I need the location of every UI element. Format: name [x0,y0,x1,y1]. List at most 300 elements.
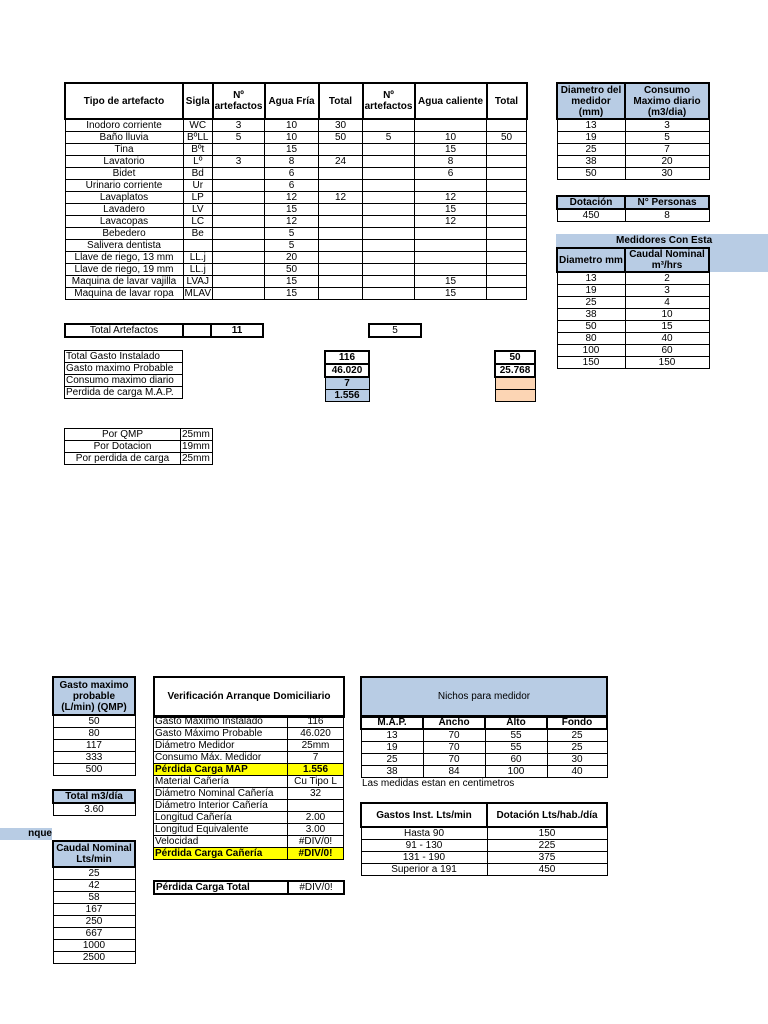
verificacion-title-box [153,676,345,718]
nichos-map-cell: 25 [361,754,423,766]
arranque-row [53,952,135,964]
artefacto-sigla-cell: LL.j [183,264,213,276]
artefacto-row [65,264,527,276]
col-total-fria-header: Total [319,83,363,119]
summary-label: Total Gasto Instalado [65,351,183,363]
artefacto-n-fria-cell [213,216,265,228]
artefacto-row [65,252,527,264]
perdida-total-value: #DIV/0! [288,881,344,894]
artefacto-agua-caliente-cell: 15 [415,144,487,156]
arranque-row [53,904,135,916]
verificacion-row [154,728,344,740]
artefacto-tipo-cell: Maquina de lavar vajilla [65,276,183,288]
verificacion-label: Pérdida Carga MAP [154,764,288,776]
medidores-esta-row [557,285,709,297]
artefacto-n-caliente-cell [363,180,415,192]
verificacion-label: Diámetro Medidor [154,740,288,752]
medidores-esta-diametro: 38 [557,309,625,321]
nichos-ancho-cell: 84 [423,766,485,778]
artefacto-row [65,119,527,132]
qmp-value: 500 [53,764,135,776]
summary-caliente-row [495,351,535,364]
artefacto-row [65,132,527,144]
artefacto-agua-fria-cell: 5 [265,240,319,252]
total-artefactos-caliente-box [368,323,422,338]
arranque-row [53,928,135,940]
qmp-value: 50 [53,715,135,728]
medidores-esta-diametro: 100 [557,345,625,357]
medidores-esta-title-text: Medidores Con Esta [616,235,713,246]
qmp-header: Gasto maximo probable (L/min) (QMP) [53,677,135,715]
gastos-rango: Superior a 191 [361,864,487,876]
artefacto-total-caliente-cell [487,168,527,180]
artefacto-row [65,276,527,288]
artefacto-tipo-cell: Lavacopas [65,216,183,228]
medidores-esta-diametro: 25 [557,297,625,309]
summary-caliente-value: 50 [495,351,535,364]
artefacto-sigla-cell [183,240,213,252]
nichos-row [361,766,607,778]
artefacto-agua-caliente-cell [415,264,487,276]
total-artefactos-fria: 11 [211,324,263,337]
artefacto-n-caliente-cell [363,240,415,252]
diametro-criterio: Por QMP [65,429,181,441]
nichos-title: Nichos para medidor [361,677,607,717]
verificacion-row [154,800,344,812]
medidores-esta-diametro: 50 [557,321,625,333]
artefacto-sigla-cell: WC [183,119,213,132]
artefacto-tipo-cell: Urinario corriente [65,180,183,192]
artefacto-agua-fria-cell: 15 [265,144,319,156]
col-n-fria-header: Nº artefactos [213,83,265,119]
medidores-esta-caudal: 2 [625,272,709,285]
total-artefactos-row [64,323,264,338]
col-total-caliente-header: Total [487,83,527,119]
gastos-rango: 131 - 190 [361,852,487,864]
artefacto-sigla-cell: MLAV [184,288,211,299]
artefacto-n-fria-cell [213,168,265,180]
artefacto-agua-fria-cell: 15 [265,276,319,288]
artefacto-n-caliente-cell [363,144,415,156]
nichos-alto-header: Alto [485,716,547,729]
artefacto-n-fria-cell [213,192,265,204]
verificacion-row [154,848,344,860]
summary-row [65,387,183,399]
verificacion-value: 3.00 [288,824,344,836]
verificacion-value: 7 [288,752,344,764]
medidor-table [556,82,710,180]
artefacto-agua-fria-cell: 5 [265,228,319,240]
artefacto-agua-caliente-cell: 15 [415,276,487,288]
verificacion-label: Longitud Cañería [154,812,288,824]
summary-row [65,375,183,387]
medidores-esta-caudal: 150 [625,357,709,369]
nichos-ancho-header: Ancho [423,716,485,729]
summary-row [65,363,183,375]
total-m3-table [52,789,136,816]
artefacto-agua-caliente-cell [415,180,487,192]
artefacto-total-fria-cell: 30 [319,119,363,132]
artefacto-agua-caliente-cell: 12 [415,216,487,228]
artefacto-agua-caliente-cell: 6 [415,168,487,180]
nichos-row [361,754,607,766]
verificacion-value: 25mm [288,740,344,752]
artefacto-sigla-cell: LC [183,216,213,228]
artefacto-agua-caliente-cell: 12 [415,192,487,204]
dotacion-table [556,195,710,222]
dotacion-value: 450 [557,209,625,222]
verificacion-value: 116 [288,716,344,728]
gastos-table [360,802,608,876]
nichos-fondo-cell: 40 [547,766,607,778]
artefacto-total-caliente-cell [487,156,527,168]
summary-caliente-row [495,377,535,390]
qmp-value: 80 [53,728,135,740]
gastos-dotacion: 450 [487,864,607,876]
summary-caliente-value [495,377,535,390]
artefacto-n-fria-cell [213,180,265,192]
perdida-total-table [153,880,345,895]
verificacion-row [154,812,344,824]
verificacion-row [154,776,344,788]
qmp-row [53,740,135,752]
medidor-diametro: 50 [557,168,625,180]
diametro-valor: 19mm [181,441,213,453]
gastos-dotacion: 225 [487,840,607,852]
artefacto-agua-fria-cell: 12 [265,216,319,228]
arranque-row [53,940,135,952]
verificacion-row [154,788,344,800]
arranque-title-text: nque [28,828,52,839]
medidores-esta-caudal: 10 [625,309,709,321]
summary-fria-value: 7 [325,377,369,390]
artefacto-n-fria-cell [213,204,265,216]
col-sigla-header: Sigla [183,83,213,119]
nichos-title-box [360,676,608,718]
summary-label: Gasto maximo Probable [65,363,183,375]
artefacto-total-caliente-cell [487,180,527,192]
nichos-note: Las medidas estan en centimetros [362,778,515,789]
artefacto-n-fria-cell [213,252,265,264]
medidores-esta-caudal-header: Caudal Nominal m³/hrs [625,248,709,272]
artefacto-total-caliente-cell [487,144,527,156]
verificacion-row [154,824,344,836]
nichos-fondo-header: Fondo [547,716,607,729]
verificacion-row [154,740,344,752]
artefacto-row [65,168,527,180]
artefacto-n-fria-cell: 3 [213,119,265,132]
artefacto-total-caliente-cell [487,192,527,204]
artefacto-agua-fria-cell: 50 [265,264,319,276]
medidor-row [557,144,709,156]
artefacto-total-fria-cell: 12 [319,192,363,204]
summary-fria-row [325,364,369,377]
nichos-row [361,729,607,742]
summary-fria-value: 1.556 [325,390,369,402]
artefacto-total-caliente-cell: 50 [487,132,527,144]
nichos-ancho-cell: 70 [423,729,485,742]
artefacto-agua-fria-cell: 6 [265,168,319,180]
diametro-criterio: Por Dotacion [65,441,181,453]
artefactos-table [64,82,528,300]
nichos-map-cell: 38 [361,766,423,778]
nichos-fondo-cell: 25 [547,729,607,742]
arranque-table [52,840,136,964]
medidor-diametro-header: Diametro del medidor (mm) [557,83,625,119]
artefacto-sigla-cell: Bd [183,168,213,180]
verificacion-value: 32 [288,788,344,800]
artefacto-total-caliente-cell [487,276,527,288]
artefacto-agua-fria-cell: 10 [265,119,319,132]
medidor-consumo: 3 [625,119,709,132]
nichos-map-header: M.A.P. [361,716,423,729]
medidor-consumo-header: Consumo Maximo diario (m3/dia) [625,83,709,119]
medidor-consumo: 30 [625,168,709,180]
artefacto-n-caliente-cell [363,264,415,276]
artefacto-agua-caliente-cell: 15 [415,204,487,216]
artefacto-total-fria-cell: 50 [319,132,363,144]
verificacion-label: Material Cañería [154,776,288,788]
artefacto-total-caliente-cell [487,119,527,132]
total-m3-label: Total m3/día [53,790,135,803]
dotacion-header: Dotación [557,196,625,209]
medidor-diametro: 38 [557,156,625,168]
summary-label: Consumo maximo diario [65,375,183,387]
artefacto-total-caliente-cell [487,228,527,240]
arranque-value: 667 [53,928,135,940]
medidores-esta-caudal: 40 [625,333,709,345]
verificacion-label: Pérdida Carga Cañería [154,848,288,860]
total-m3-value: 3.60 [53,803,135,816]
medidores-esta-row [557,297,709,309]
artefacto-sigla-cell: LP [183,192,213,204]
artefacto-sigla-cell: Be [183,228,213,240]
artefacto-n-caliente-cell [363,119,415,132]
artefacto-n-caliente-cell [363,168,415,180]
artefacto-agua-fria-cell: 8 [265,156,319,168]
artefacto-row [65,156,527,168]
artefacto-total-caliente-cell [487,264,527,276]
verificacion-value: 46.020 [288,728,344,740]
artefacto-n-fria-cell [213,240,265,252]
medidor-consumo: 5 [625,132,709,144]
artefacto-sigla-cell: LV [183,204,213,216]
artefacto-n-caliente-cell [363,252,415,264]
artefacto-row [65,144,527,156]
summary-fria-row [325,377,369,390]
artefacto-agua-caliente-cell: 15 [415,288,487,300]
arranque-row [53,892,135,904]
verificacion-value: #DIV/0! [288,836,344,848]
diametro-criterio: Por perdida de carga [65,453,181,465]
arranque-row [53,880,135,892]
verificacion-value [288,800,344,812]
artefacto-tipo-cell: Lavadero [65,204,183,216]
col-tipo-header: Tipo de artefacto [65,83,183,119]
summary-labels [64,350,183,399]
artefacto-total-fria-cell [319,168,363,180]
artefacto-agua-caliente-cell [415,240,487,252]
gastos-header: Gastos Inst. Lts/min [361,803,487,827]
artefacto-tipo-cell: Lavaplatos [65,192,183,204]
artefacto-sigla-cell: Lº [183,156,213,168]
artefacto-n-fria-cell [213,276,265,288]
qmp-table [52,676,136,776]
arranque-caudal-header: Caudal Nominal Lts/min [53,841,135,867]
nichos-ancho-cell: 70 [423,742,485,754]
artefacto-tipo-cell: Maquina de lavar ropa [65,288,183,300]
gastos-row [361,852,607,864]
dotacion-lts-header: Dotación Lts/hab./día [487,803,607,827]
nichos-alto-cell: 55 [485,742,547,754]
artefacto-tipo-cell: Bidet [65,168,183,180]
nichos-map-cell: 13 [361,729,423,742]
arranque-value: 25 [53,867,135,880]
perdida-total-label: Pérdida Carga Total [154,881,288,894]
arranque-value: 58 [53,892,135,904]
medidores-esta-caudal: 60 [625,345,709,357]
artefacto-total-fria-cell [319,252,363,264]
diametro-valor: 25mm [181,453,213,465]
personas-value: 8 [625,209,709,222]
artefacto-n-fria-cell [213,264,265,276]
artefacto-agua-fria-cell: 10 [265,132,319,144]
artefacto-tipo-cell: Tina [65,144,183,156]
arranque-row [53,867,135,880]
artefacto-agua-caliente-cell: 8 [415,156,487,168]
artefacto-n-fria-cell: 5 [213,132,265,144]
artefacto-total-caliente-cell [487,216,527,228]
artefacto-sigla-cell: Ur [183,180,213,192]
medidores-esta-diametro: 13 [557,272,625,285]
summary-caliente-row [495,364,535,377]
artefacto-n-caliente-cell [363,276,415,288]
medidores-esta-diametro: 150 [557,357,625,369]
medidores-esta-row [557,357,709,369]
medidores-esta-row [557,321,709,333]
medidores-esta-table [556,247,710,369]
col-agua-fria-header: Agua Fría [265,83,319,119]
summary-fria-value: 46.020 [325,364,369,377]
artefacto-n-caliente-cell [363,156,415,168]
medidor-row [557,119,709,132]
artefacto-row [65,228,527,240]
nichos-row [361,742,607,754]
diametro-valor: 25mm [181,429,213,441]
verificacion-row [154,836,344,848]
artefacto-total-caliente-cell [487,240,527,252]
qmp-row [53,728,135,740]
qmp-row [53,715,135,728]
gastos-dotacion: 375 [487,852,607,864]
artefacto-n-caliente-cell [363,288,415,300]
diametro-row [65,453,213,465]
medidor-consumo: 7 [625,144,709,156]
artefacto-total-fria-cell [319,216,363,228]
medidores-esta-row [557,309,709,321]
total-artefactos-label: Total Artefactos [65,324,183,337]
nichos-map-cell: 19 [361,742,423,754]
medidores-esta-caudal: 3 [625,285,709,297]
gastos-rango: Hasta 90 [361,827,487,840]
artefacto-agua-caliente-cell [415,119,487,132]
col-agua-caliente-header: Agua caliente [415,83,487,119]
arranque-title-band [0,828,52,840]
verificacion-value: #DIV/0! [288,848,344,860]
artefacto-n-fria-cell [213,144,265,156]
artefacto-row [65,240,527,252]
verificacion-value: 1.556 [288,764,344,776]
medidor-consumo: 20 [625,156,709,168]
nichos-fondo-cell: 25 [547,742,607,754]
artefacto-sigla-cell: LL.j [183,252,213,264]
verificacion-value: 2.00 [288,812,344,824]
artefacto-total-fria-cell [319,204,363,216]
summary-caliente-value [495,390,535,402]
arranque-value: 42 [53,880,135,892]
gastos-row [361,827,607,840]
arranque-value: 1000 [53,940,135,952]
summary-label: Perdida de carga M.A.P. [65,387,183,399]
verificacion-row [154,752,344,764]
artefacto-n-caliente-cell: 5 [363,132,415,144]
artefacto-tipo-cell: Salivera dentista [65,240,183,252]
medidores-esta-diametro: 19 [557,285,625,297]
verificacion-label: Diámetro Interior Cañería [154,800,288,812]
artefacto-tipo-cell: Inodoro corriente [65,119,183,132]
gastos-rango: 91 - 130 [361,840,487,852]
medidor-diametro: 13 [557,119,625,132]
artefacto-tipo-cell: Baño lluvia [65,132,183,144]
artefacto-sigla-cell: LVAJ [183,276,213,288]
summary-caliente-row [495,390,535,402]
diametro-row [65,429,213,441]
summary-row [65,351,183,363]
summary-caliente-value: 25.768 [495,364,535,377]
medidores-esta-row [557,345,709,357]
summary-fria-row [325,390,369,402]
artefacto-tipo-cell: Llave de riego, 19 mm [65,264,183,276]
medidor-row [557,156,709,168]
col-n-caliente-header: Nº artefactos [363,83,415,119]
artefacto-total-fria-cell [319,240,363,252]
artefacto-total-caliente-cell [487,288,527,300]
artefacto-tipo-cell: Bebedero [65,228,183,240]
artefacto-total-caliente-cell [487,204,527,216]
arranque-value: 167 [53,904,135,916]
verificacion-row [154,764,344,776]
artefacto-row [65,180,527,192]
diametro-table [64,428,213,465]
artefacto-total-fria-cell [319,228,363,240]
arranque-value: 250 [53,916,135,928]
artefacto-total-fria-cell [319,180,363,192]
qmp-value: 117 [53,740,135,752]
medidores-esta-caudal: 15 [625,321,709,333]
nichos-alto-cell: 55 [485,729,547,742]
artefacto-n-caliente-cell [363,228,415,240]
artefacto-total-fria-cell [319,144,363,156]
artefacto-agua-fria-cell: 15 [265,204,319,216]
nichos-alto-cell: 60 [485,754,547,766]
nichos-fondo-cell: 30 [547,754,607,766]
qmp-row [53,752,135,764]
summary-fria-value: 116 [325,351,369,364]
verificacion-label: Gasto Máximo Probable [154,728,288,740]
verificacion-label: Diámetro Nominal Cañería [154,788,288,800]
nichos-table [360,715,608,778]
nichos-alto-cell: 100 [485,766,547,778]
